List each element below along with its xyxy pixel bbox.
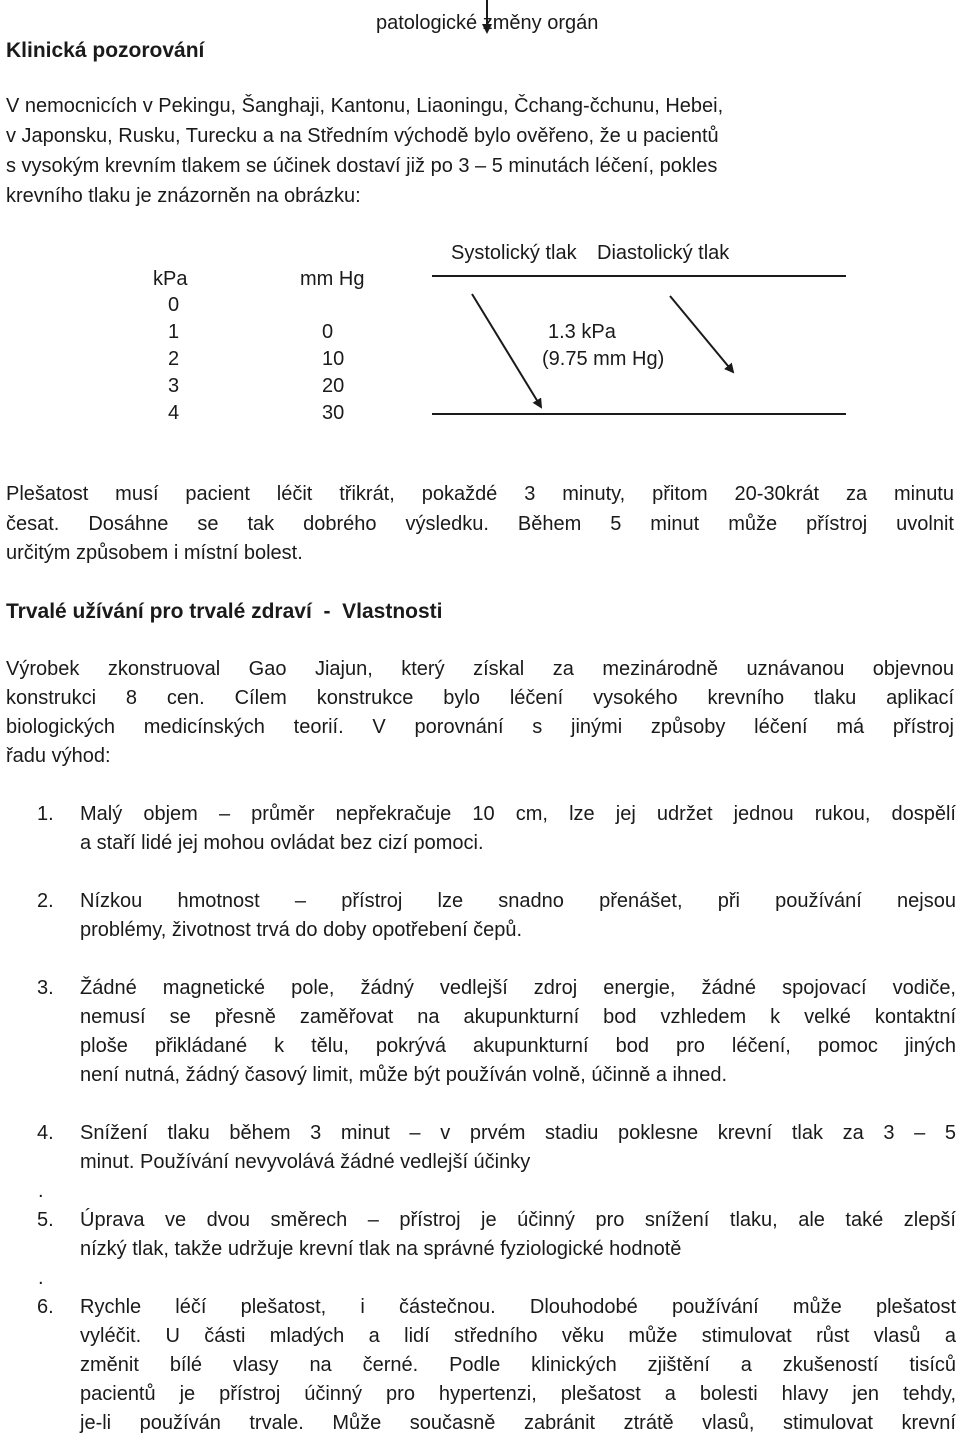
list-item-line: pacientů je přístroj účinný pro hypertenzi, plešatost a bolesti hlavy jen tehdy, (80, 1383, 956, 1405)
separator-dot: . (38, 1267, 44, 1289)
mmhg-header: mm Hg (300, 268, 365, 290)
list-item-line: Nízkou hmotnost – přístroj lze snadno přenášet, při používání nejsou (80, 890, 956, 912)
properties-line: řadu výhod: (6, 745, 111, 767)
intro-line: V nemocnicích v Pekingu, Šanghaji, Kantonu, Liaoningu, Čchang-čchunu, Hebei, (6, 95, 724, 117)
list-item-line: minut. Používání nevyvolává žádné vedlejší účinky (80, 1151, 531, 1173)
list-number: 5. (37, 1209, 54, 1231)
list-number: 2. (37, 890, 54, 912)
kpa-value: 3 (168, 375, 180, 397)
list-item-line: změnit bílé vlasy na černé. Podle klinických zjištění a zkušeností tisíců (80, 1354, 956, 1376)
list-number: 1. (37, 803, 54, 825)
list-item-line: Žádné magnetické pole, žádný vedlejší zdroj energie, žádné spojovací vodiče, (80, 977, 956, 999)
drop-kpa-label: 1.3 kPa (548, 321, 616, 343)
list-item-line: Malý objem – průměr nepřekračuje 10 cm, lze jej udržet jednou rukou, dospělí (80, 803, 956, 825)
intro-line: v Japonsku, Rusku, Turecku a na Středním východě bylo ověřeno, že u pacientů (6, 125, 719, 147)
list-item-line: nemusí se přesně zaměřovat na akupunkturní bod vzhledem k velké kontaktní (80, 1006, 956, 1028)
systolic-arrow (472, 294, 541, 407)
kpa-value: 2 (168, 348, 180, 370)
list-number: 4. (37, 1122, 54, 1144)
list-item-line: není nutná, žádný časový limit, může být používán volně, účinně a ihned. (80, 1064, 728, 1086)
baldness-line: Plešatost musí pacient léčit třikrát, pokaždé 3 minuty, přitom 20-30krát za minutu (6, 483, 954, 505)
properties-line: biologických medicínských teorií. V porovnání s jinými způsoby léčení má přístroj (6, 716, 954, 738)
diastolic-label: Diastolický tlak (597, 242, 730, 264)
intro-line: s vysokým krevním tlakem se účinek dostaví již po 3 – 5 minutách léčení, pokles (6, 155, 718, 177)
systolic-label: Systolický tlak (451, 242, 577, 264)
page-title: Klinická pozorování (6, 39, 205, 62)
kpa-header: kPa (153, 268, 188, 290)
mmhg-value: 10 (322, 348, 345, 370)
list-item-line: ploše přikládané k tělu, pokrývá akupunkturní bod pro léčení, pomoc jiných (80, 1035, 956, 1057)
list-item-line: Snížení tlaku během 3 minut – v prvém stadiu poklesne krevní tlak za 3 – 5 (80, 1122, 956, 1144)
baldness-line: určitým způsobem i místní bolest. (6, 542, 303, 564)
list-item-line: Úprava ve dvou směrech – přístroj je účinný pro snížení tlaku, ale také zlepší (80, 1209, 956, 1231)
intro-line: krevního tlaku je znázorněn na obrázku: (6, 185, 361, 207)
drop-mmhg-label: (9.75 mm Hg) (542, 348, 665, 370)
list-item-line: Rychle léčí plešatost, i částečnou. Dlouhodobé používání může plešatost (80, 1296, 956, 1318)
baldness-line: česat. Dosáhne se tak dobrého výsledku. Během 5 minut může přístroj uvolnit (6, 513, 954, 535)
list-item-line: vyléčit. U části mladých a lidí středního věku může stimulovat růst vlasů a (80, 1325, 956, 1347)
mmhg-value: 0 (322, 321, 334, 343)
kpa-value: 0 (168, 294, 180, 316)
properties-line: Výrobek zkonstruoval Gao Jiajun, který získal za mezinárodně uznávanou objevnou (6, 658, 954, 680)
list-item-line: a staří lidé jej mohou ovládat bez cizí pomoci. (80, 832, 484, 854)
diastolic-arrow (670, 296, 733, 372)
properties-line: konstrukci 8 cen. Cílem konstrukce bylo léčení vysokého krevního tlaku aplikací (6, 687, 954, 709)
separator-dot: . (38, 1180, 44, 1202)
list-item-line: je-li používán trvale. Může současně zabránit ztrátě vlasů, stimulovat krevní (80, 1412, 956, 1434)
list-item-line: nízký tlak, takže udržuje krevní tlak na správné fyziologické hodnotě (80, 1238, 682, 1260)
list-number: 6. (37, 1296, 54, 1318)
kpa-value: 4 (168, 402, 180, 424)
mmhg-value: 30 (322, 402, 345, 424)
list-item-line: problémy, životnost trvá do doby opotřebení čepů. (80, 919, 523, 941)
kpa-value: 1 (168, 321, 180, 343)
top-note: patologické změny orgán (376, 12, 599, 34)
section-title: Trvalé užívání pro trvalé zdraví - Vlastnosti (6, 600, 443, 623)
list-number: 3. (37, 977, 54, 999)
mmhg-value: 20 (322, 375, 345, 397)
